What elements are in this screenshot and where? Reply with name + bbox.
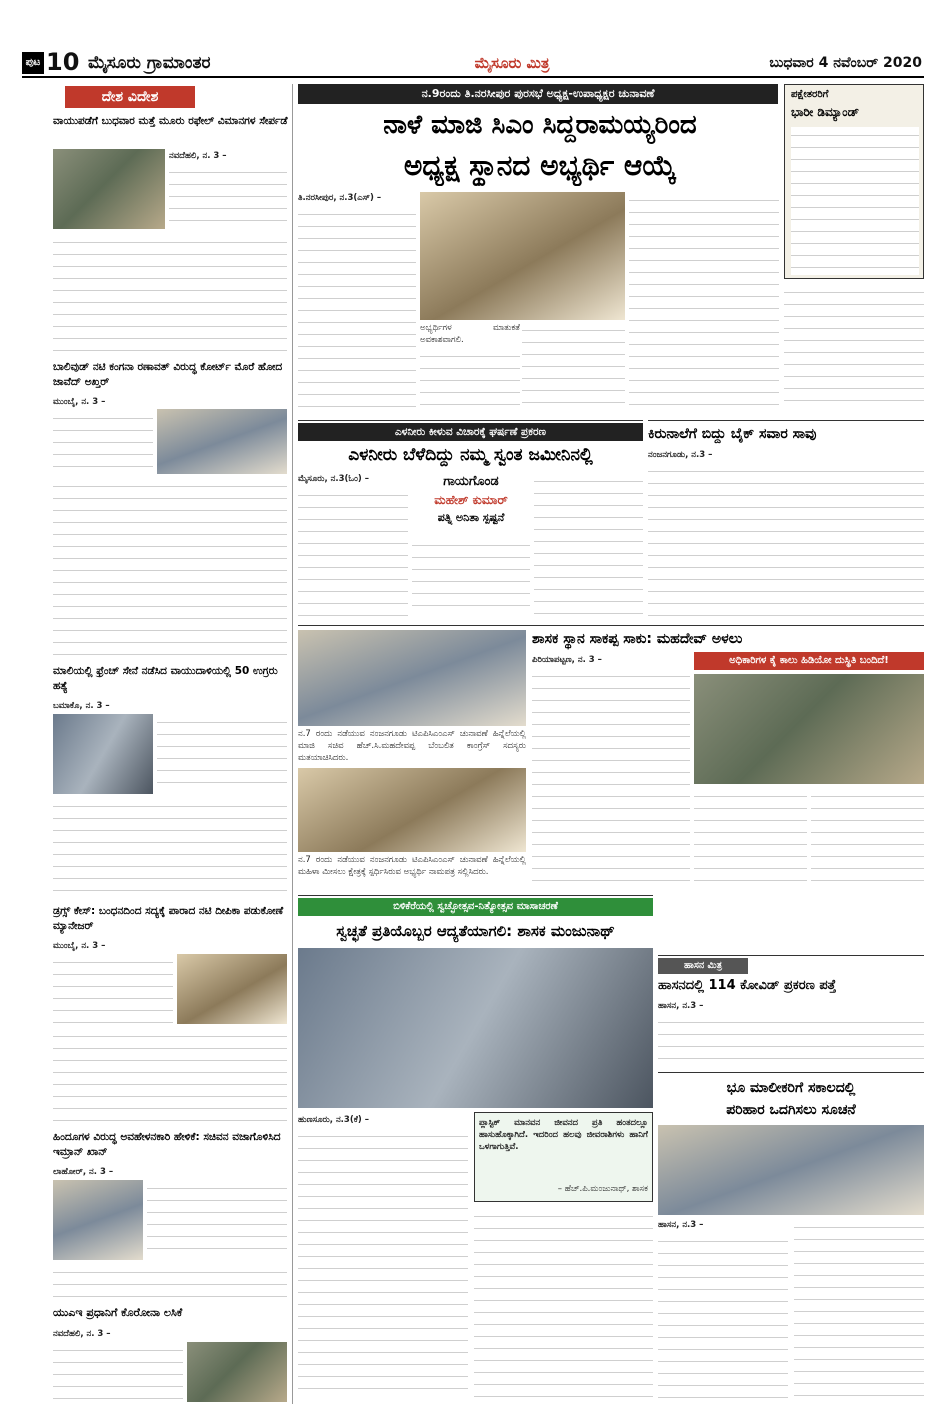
pullquote-author: – ಹೆಚ್.ಪಿ.ಮಂಜುನಾಥ್, ಶಾಸಕ <box>557 1184 648 1194</box>
pullquote-line2: ಮಹೇಶ್ ಕುಮಾರ್ <box>434 493 508 507</box>
masthead <box>22 48 924 78</box>
story4-photo3 <box>694 674 924 784</box>
story5-photo <box>298 948 653 1108</box>
page-number: 10 <box>46 48 80 76</box>
article-photo <box>187 1342 287 1402</box>
article-body <box>53 234 287 354</box>
story4-caption1: ನ.7 ರಂದು ನಡೆಯುವ ನಂಜನಗೂಡು ಟಿಎಪಿಸಿಎಂಎಸ್ ಚುನಾವಣೆ ಹಿನ್ನೆಲೆಯಲ್ಲಿ ಮಾಜಿ ಸಚಿವ ಹೆಚ್.ಸಿ.ಮಹದೇವಪ್ಪ ಬೆಂಬಲಿತ ಕಾಂಗ್ರೆಸ್ ಸದಸ್ಯರು ಮತಯಾಚಿಸಿದರು. <box>298 729 526 763</box>
paper-name: ಮೈಸೂರು ಮಿತ್ರ <box>474 54 550 72</box>
article-dateline: ಬಮಾಕೊ, ನ. 3 – <box>53 701 110 711</box>
article-dateline: ನವದೆಹಲಿ, ನ. 3 – <box>53 1329 111 1339</box>
story4-headline: ಶಾಸಕ ಸ್ಥಾನ ಸಾಕಪ್ಪ ಸಾಕು: ಮಹದೇವ್ ಅಳಲು <box>532 631 743 647</box>
article-body <box>53 478 287 658</box>
story-mla-lament <box>298 625 924 890</box>
story2-body <box>412 537 530 617</box>
story4-caption2: ನ.7 ರಂದು ನಡೆಯುವ ನಂಜನಗೂಡು ಟಿಎಪಿಸಿಎಂಎಸ್ ಚುನಾವಣೆ ಹಿನ್ನೆಲೆಯಲ್ಲಿ ಮಹಿಳಾ ಮೀಸಲು ಕ್ಷೇತ್ರಕ್ಕೆ ಸ್ಪರ್ಧಿಸಿರುವ ಅಭ್ಯರ್ಥಿ ನಾಮಪತ್ರ ಸಲ್ಲಿಸಿದರು. <box>298 855 526 877</box>
story5-kicker: ಬಿಳಿಕೆರೆಯಲ್ಲಿ ಸ್ವಚ್ಛೋತ್ಸವ-ನಿತ್ಯೋತ್ಸವ ಮಾಸಾಚರಣೆ <box>298 898 653 916</box>
lead-body <box>522 322 625 412</box>
article-dateline: ಮುಂಬೈ, ನ. 3 – <box>53 941 106 951</box>
left-column <box>45 84 293 1404</box>
article-headline: ಮಾಲಿಯಲ್ಲಿ ಫ್ರೆಂಚ್ ಸೇನೆ ನಡೆಸಿದ ವಾಯುದಾಳಿಯಲ್ಲಿ 50 ಉಗ್ರರು ಹತ್ಯೆ <box>53 665 278 692</box>
story2-pullquote <box>412 473 530 533</box>
article-headline: ವಾಯುಪಡೆಗೆ ಬುಧವಾರ ಮತ್ತೆ ಮೂರು ರಫೇಲ್ ವಿಮಾನಗಳ ಸೇರ್ಪಡೆ <box>53 115 288 127</box>
article-body <box>147 1180 287 1260</box>
pullquote-line3: ಪತ್ನಿ ಅನಿತಾ ಸ್ಪಷ್ಟನೆ <box>437 511 505 524</box>
story5-body <box>474 1208 653 1398</box>
story-bike-death <box>648 420 924 620</box>
lead-kicker: ನ.9ರಂದು ತಿ.ನರಸೀಪುರ ಪುರಸಭೆ ಅಧ್ಯಕ್ಷ-ಉಪಾಧ್ಯಕ್ಷರ ಚುನಾವಣೆ <box>298 84 778 104</box>
story7-body <box>658 1233 788 1403</box>
story3-headline: ಕಿರುನಾಲೆಗೆ ಬಿದ್ದು ಬೈಕ್ ಸವಾರ ಸಾವು <box>648 426 817 442</box>
story7-headline-line2: ಪರಿಹಾರ ಒದಗಿಸಲು ಸೂಚನೆ <box>726 1102 856 1118</box>
article-body <box>53 410 153 474</box>
article-photo <box>177 954 287 1024</box>
article-headline: ಯುಎಇ ಪ್ರಧಾನಿಗೆ ಕೊರೋನಾ ಲಸಿಕೆ <box>53 1306 183 1319</box>
article-photo <box>53 149 165 229</box>
article-body <box>53 798 287 898</box>
story7-dateline: ಹಾಸನ, ನ.3 – <box>658 1220 704 1230</box>
article-headline: ಹಿಂದೂಗಳ ವಿರುದ್ಧ ಅವಹೇಳನಕಾರಿ ಹೇಳಿಕೆ: ಸಚಿವನ ವಜಾಗೊಳಿಸಿದ ಇಮ್ರಾನ್ ಖಾನ್ <box>53 1131 281 1158</box>
story2-headline: ಎಳನೀರು ಬೆಳೆದಿದ್ದು ನಮ್ಮ ಸ್ವಂತ ಜಮೀನಿನಲ್ಲಿ <box>348 445 593 465</box>
story5-dateline: ಹುಣಸೂರು, ನ.3(ಕೆ) – <box>298 1115 369 1125</box>
story-land-owners <box>658 1072 924 1405</box>
story4-body <box>811 788 924 888</box>
article-photo <box>53 1180 143 1260</box>
lead-headline-line2: ಅಧ್ಯಕ್ಷ ಸ್ಥಾನದ ಅಭ್ಯರ್ಥಿ ಆಯ್ಕೆ <box>403 149 677 182</box>
lead-sidebar <box>784 84 924 279</box>
article-headline: ಡ್ರಗ್ಸ್ ಕೇಸ್: ಬಂಧನದಿಂದ ಸದ್ಯಕ್ಕೆ ಪಾರಾದ ನಟಿ ದೀಪಿಕಾ ಪಡುಕೋಣೆ ಮ್ಯಾನೇಜರ್ <box>53 905 284 932</box>
story4-subhead: ಅಧಿಕಾರಿಗಳ ಕೈ ಕಾಲು ಹಿಡಿಯೋ ದುಸ್ಥಿತಿ ಬಂದಿದೆ! <box>694 652 924 670</box>
article-body <box>53 1028 287 1123</box>
story4-photo1 <box>298 630 526 726</box>
story-hassan-covid <box>658 955 924 1065</box>
lead-headline-line1: ನಾಳೆ ಮಾಜಿ ಸಿಎಂ ಸಿದ್ದರಾಮಯ್ಯರಿಂದ <box>383 110 697 140</box>
lead-photo <box>420 192 625 320</box>
story3-dateline: ನಂಜನಗೂಡು, ನ.3 – <box>648 450 713 460</box>
article-photo <box>157 409 287 474</box>
story3-body <box>648 463 924 617</box>
pullquote-line1: ಗಾಯಗೊಂಡ <box>443 474 499 489</box>
sidebar-body <box>791 127 919 275</box>
lead-body <box>629 192 779 412</box>
section-name: ಮೈಸೂರು ಗ್ರಾಮಾಂತರ <box>88 53 211 73</box>
article-body <box>53 954 173 1024</box>
article-body <box>53 1342 183 1402</box>
lead-body <box>784 284 924 412</box>
story5-body <box>298 1128 468 1398</box>
sidebar-kicker: ಪಕ್ಷೇತರರಿಗೆ <box>791 89 829 100</box>
story7-photo <box>658 1125 924 1215</box>
lead-story <box>298 84 924 414</box>
article-headline: ಬಾಲಿವುಡ್ ನಟಿ ಕಂಗನಾ ರಣಾವತ್ ವಿರುದ್ಧ ಕೋರ್ಟ್ ಮೊರೆ ಹೋದ ಜಾವೆದ್ ಅಖ್ತರ್ <box>53 361 283 388</box>
story7-body <box>794 1219 924 1403</box>
story2-dateline: ಮೈಸೂರು, ನ.3(ಓಂ) – <box>298 474 369 484</box>
story4-body <box>694 788 807 888</box>
lead-photo-caption: ಅಭ್ಯರ್ಥಿಗಳ ಮಾತುಕತೆ ಅವಕಾಶವಾಗಲಿ. <box>420 323 520 345</box>
story-cleanliness <box>298 895 653 1405</box>
story-coconut-clash <box>298 420 643 620</box>
lead-dateline: ತಿ.ನರಸೀಪುರ, ನ.3(ಎಸ್‌) – <box>298 193 382 203</box>
article-photo <box>53 714 153 794</box>
story6-dateline: ಹಾಸನ, ನ.3 – <box>658 1001 704 1011</box>
story5-pullquote <box>474 1112 653 1202</box>
story4-body <box>532 668 690 888</box>
story4-dateline: ಪಿರಿಯಾಪಟ್ಟಣ, ನ. 3 – <box>532 655 602 665</box>
article-dateline: ನವದೆಹಲಿ, ನ. 3 – <box>169 151 227 161</box>
lead-body <box>420 348 520 412</box>
section-banner: ದೇಶ ವಿದೇಶ <box>65 86 195 108</box>
story7-headline-line1: ಭೂ ಮಾಲೀಕರಿಗೆ ಸಕಾಲದಲ್ಲಿ <box>726 1080 856 1096</box>
pullquote-text: ಪ್ಲಾಸ್ಟಿಕ್ ಮಾನವನ ಜೀವನದ ಪ್ರತಿ ಹಂತದಲ್ಲೂ ಹಾಸುಹೊಕ್ಕಾಗಿದೆ. ಇದರಿಂದ ಹಲವು ಜೀವರಾಶಿಗಳು ಹಾನಿಗೆ ಒಳಗಾಗುತ್ತಿವೆ. <box>479 1118 648 1152</box>
article-body <box>169 164 287 230</box>
lead-body <box>298 206 416 411</box>
story6-body <box>658 1014 924 1064</box>
story4-photo2 <box>298 768 526 852</box>
page-label: ಪುಟ <box>22 52 44 74</box>
story2-body <box>534 473 643 617</box>
sidebar-headline: ಭಾರೀ ಡಿಮ್ಯಾಂಡ್ <box>791 105 860 119</box>
story5-headline: ಸ್ವಚ್ಛತೆ ಪ್ರತಿಯೊಬ್ಬರ ಆದ್ಯತೆಯಾಗಲಿ: ಶಾಸಕ ಮಂಜುನಾಥ್ <box>336 922 615 940</box>
article-dateline: ಲಾಹೋರ್, ನ. 3 – <box>53 1167 114 1177</box>
story2-kicker: ಎಳನೀರು ಕೀಳುವ ವಿಚಾರಕ್ಕೆ ಘರ್ಷಣೆ ಪ್ರಕರಣ <box>298 423 643 441</box>
article-body <box>53 1264 287 1300</box>
issue-date: ಬುಧವಾರ 4 ನವೆಂಬರ್ 2020 <box>769 55 922 71</box>
article-dateline: ಮುಂಬೈ, ನ. 3 – <box>53 397 106 407</box>
story2-body <box>298 487 408 617</box>
story6-headline: ಹಾಸನದಲ್ಲಿ 114 ಕೋವಿಡ್ ಪ್ರಕರಣ ಪತ್ತೆ <box>658 978 837 993</box>
article-body <box>157 714 287 794</box>
story6-kicker: ಹಾಸನ ಮಿತ್ರ <box>658 958 748 974</box>
